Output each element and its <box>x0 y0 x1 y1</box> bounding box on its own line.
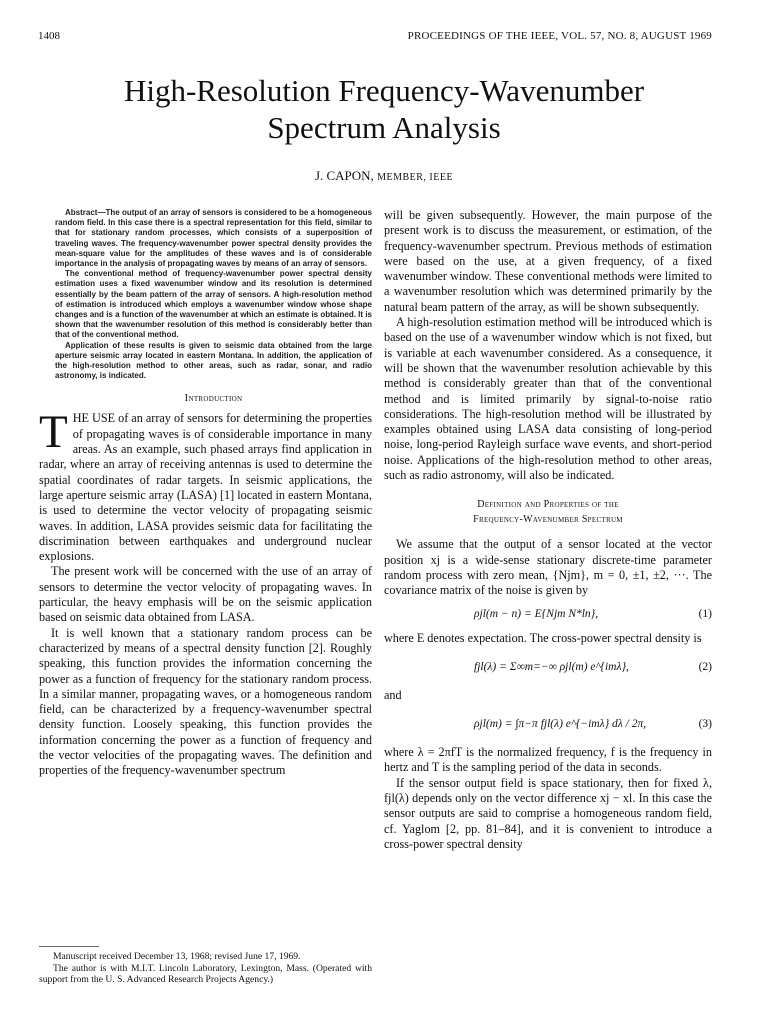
equation-3-formula: ρjl(m) = ∫π−π fjl(λ) e^{−imλ} dλ / 2π, <box>474 718 647 731</box>
author-name: J. CAPON, <box>314 168 374 183</box>
definition-paragraph-4: If the sensor output field is space stationary, then for fixed λ, fjl(λ) depends only on the vector difference xj − xl. In this case the sensor outputs are said to comprise a homogeneous random field, cf. Yaglom [2, pp. 81–84], and it is convenient to introduce a cross-power spectral density <box>384 775 712 851</box>
title-line-2: Spectrum Analysis <box>267 110 501 145</box>
definition-heading-line-1: Definition and Properties of the <box>477 499 619 511</box>
intro-paragraph-4: will be given subsequently. However, the main purpose of the present work is to discuss the measurement, or estimation, of the frequency-wavenumber spectrum. Previous methods of estimation were based on the use, at a given frequency, of a fixed wavenumber window. These conventional methods were limited to a wavenumber resolution which was determined primarily by the natural beam pattern of the array, as will be shown subsequently. <box>384 208 712 314</box>
journal-citation: PROCEEDINGS OF THE IEEE, VOL. 57, NO. 8, AUGUST 1969 <box>407 30 712 42</box>
abstract-paragraph-3: Application of these results is given to seismic data obtained from the large aperture seismic array located in eastern Montana. In addition, the application of the high-resolution method to other areas, such as radar, sonar, and radio astronomy, is indicated. <box>55 340 372 381</box>
footnote-rule <box>39 946 99 947</box>
equation-3 <box>384 703 712 745</box>
equation-2-formula: fjl(λ) = Σ∞m=−∞ ρjl(m) e^{imλ}, <box>474 660 629 673</box>
equation-1 <box>384 599 712 631</box>
running-header <box>38 30 712 46</box>
equation-2-number: (2) <box>698 660 712 673</box>
equation-1-formula: ρjl(m − n) = E{Njm N*ln}, <box>474 607 599 620</box>
abstract <box>55 208 372 381</box>
intro-paragraph-5: A high-resolution estimation method will be introduced which is based on the use of a wavenumber window which is not fixed, but is variable at each wavenumber considered. As a consequence, it will be shown that the wavenumber resolution achievable by this method is considerably greater than that of the conventional method and is limited primarily by signal-to-noise ratio considerations. The high-resolution method will be illustrated by examples obtained using LASA data consisting of long-period noise, long-period Rayleigh surface wave events, and short-period noise. Applications of the high-resolution method to other areas, such as radio astronomy, will also be indicated. <box>384 315 712 483</box>
definition-heading-line-2: Frequency-Wavenumber Spectrum <box>473 514 623 526</box>
footnote-received: Manuscript received December 13, 1968; revised June 17, 1969. <box>53 951 301 962</box>
footnotes <box>39 946 372 986</box>
introduction-body <box>39 406 372 778</box>
intro-paragraph-2: The present work will be concerned with the use of an array of sensors to determine the vector velocity of propagating waves. In particular, the heavy emphasis will be on the seismic application based on seismic data obtained from LASA. <box>39 564 372 625</box>
footnote-affiliation: The author is with M.I.T. Lincoln Laboratory, Lexington, Mass. (Operated with support from the U. S. Advanced Research Projects Agency.) <box>39 962 372 986</box>
left-column <box>39 208 372 779</box>
drop-cap: T <box>39 406 68 459</box>
definition-paragraph-1: We assume that the output of a sensor located at the vector position xj is a wide-sense stationary discrete-time parameter random process with zero mean, {Njm}, m = 0, ±1, ±2, ···. The covariance matrix of the noise is given by <box>384 537 712 598</box>
definition-paragraph-3: where λ = 2πfT is the normalized frequency, f is the frequency in hertz and T is the sampling period of the data in seconds. <box>384 745 712 775</box>
introduction-heading: Introduction <box>184 393 243 405</box>
paper-title <box>40 72 728 146</box>
equation-1-number: (1) <box>698 607 712 620</box>
right-body <box>384 208 712 483</box>
equation-2 <box>384 646 712 688</box>
definition-paragraph-2: where E denotes expectation. The cross-power spectral density is <box>384 630 702 645</box>
author-membership: MEMBER, IEEE <box>377 172 454 183</box>
author-line <box>0 168 768 184</box>
abstract-paragraph-2: The conventional method of frequency-wavenumber power spectral density estimation uses a fixed wavenumber window and its resolution is determined essentially by the beam pattern of the array of sensors. A high-resolution method of estimation is introduced which employs a wavenumber window whose shape changes and is a function of the wavenumber at which an estimate is obtained. It is shown that the wavenumber resolution of this method is considerably better than that of the conventional method. <box>55 269 372 340</box>
intro-paragraph-3: It is well known that a stationary random process can be characterized by means of a spectral density function [2]. Roughly speaking, this function provides the information concerning the power as a function of frequency for the stationary random process. In a similar manner, propagating waves, or a homogeneous random field, can be characterized by a frequency-wavenumber spectral density function. Loosely speaking, this function provides the information concerning the power as a function of frequency and the vector velocities of the propagating waves. The definition and properties of the frequency-wavenumber spectrum <box>39 625 372 778</box>
page-number: 1408 <box>38 30 60 42</box>
abstract-paragraph-1: Abstract—The output of an array of sensors is considered to be a homogeneous random field. In this case there is a spectral representation for this field, similar to that for stationary random processes, which consists of a superposition of traveling waves. The frequency-wavenumber power spectral density provides the mean-square value for the amplitudes of these waves and is of considerable importance in the analysis of propagating waves by means of an array of sensors. <box>55 208 372 269</box>
definition-body <box>384 537 712 852</box>
equation-3-number: (3) <box>698 718 712 731</box>
and-word: and <box>384 687 402 702</box>
intro-paragraph-1: THE USE of an array of sensors for determining the properties of propagating waves is of considerable importance in many areas. As an example, such phased arrays find application in radar, where an array of receiving antennas is used to determine the spatial coordinates of radar targets. In seismic applications, the large aperture seismic array (LASA) [1] located in eastern Montana, is used to determine the vector velocity of propagating seismic waves. In addition, LASA provides seismic data for facilitating the discrimination between earthquakes and underground nuclear explosions. <box>39 406 372 564</box>
right-column <box>384 208 712 852</box>
title-line-1: High-Resolution Frequency-Wavenumber <box>123 73 645 108</box>
